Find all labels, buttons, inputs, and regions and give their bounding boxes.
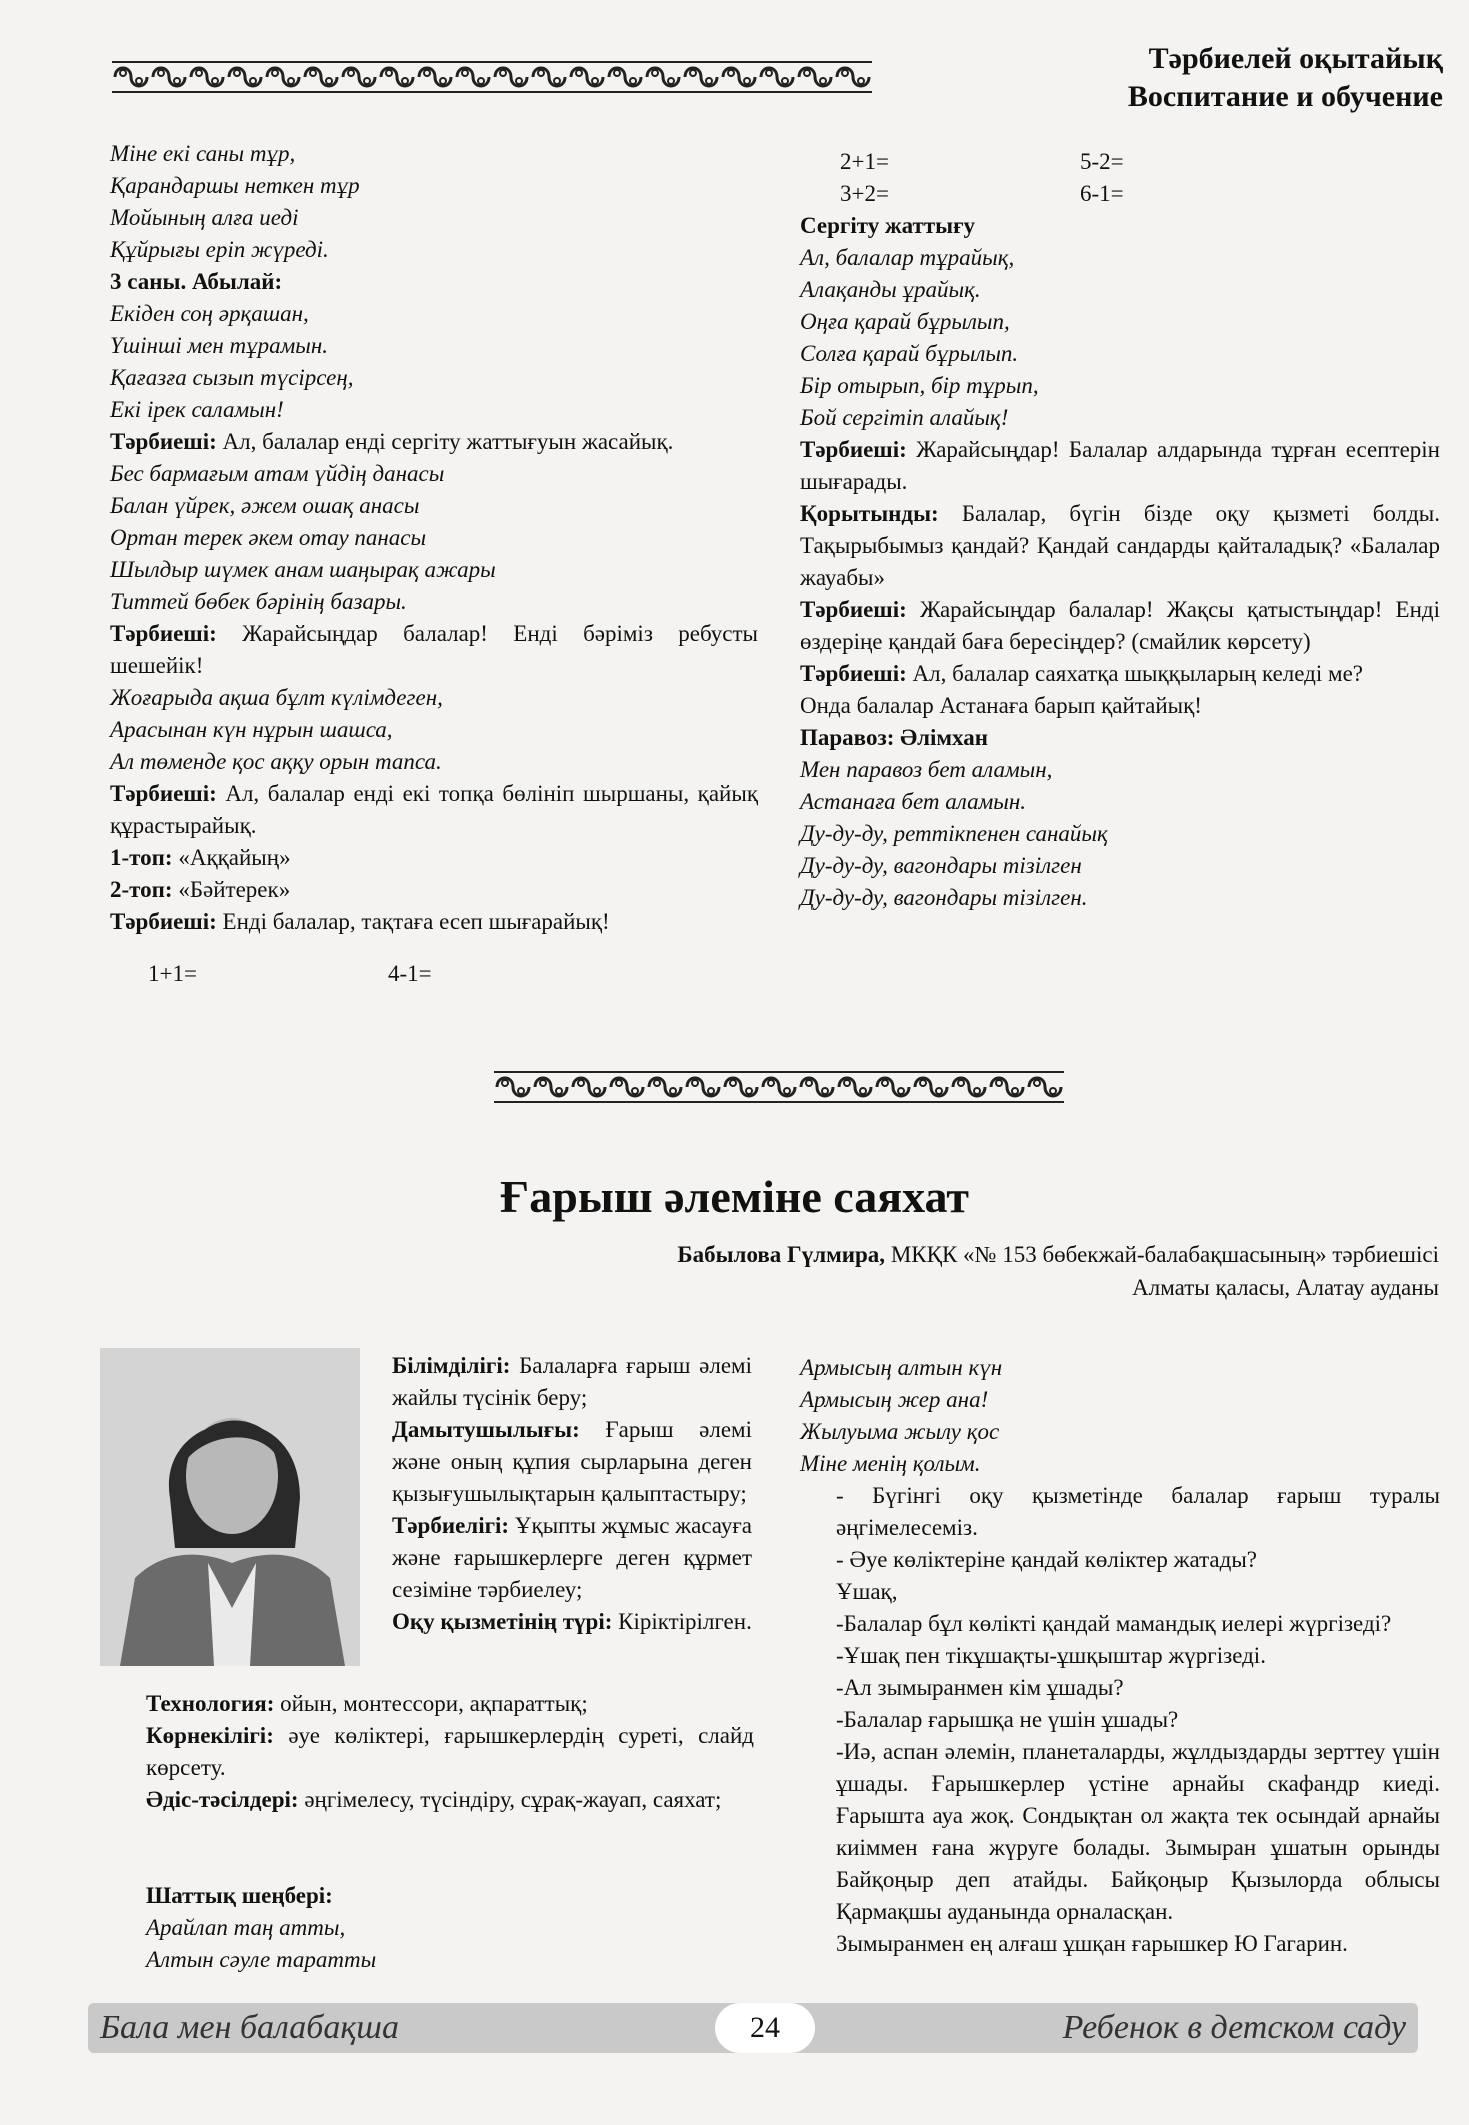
text-line [110, 522, 758, 554]
circle-line: Арайлап таң атты, [146, 1915, 346, 1940]
text-line [110, 490, 758, 522]
author-city: Алматы қаласы, Алатау ауданы [1132, 1275, 1439, 1300]
line-text: Екіден соң әрқашан, [110, 301, 309, 326]
line-text: Жарайсыңдар балалар! Жақсы қатыстыңдар! Енді өздеріңе қандай баға бересіңдер? (смайлик көрсету) [800, 597, 1440, 654]
line-text: Астанаға бет аламын. [800, 789, 1026, 814]
text-line [110, 170, 758, 202]
line-text: Паравоз: Әлімхан [800, 725, 988, 750]
page-number: 24 [715, 2003, 815, 2053]
line-text: Ду-ду-ду, реттікпенен санайық [800, 821, 1108, 846]
left-column [110, 138, 758, 938]
line-text: әуе көліктері, ғарышкерлердің суреті, слайд көрсету. [146, 1723, 754, 1780]
math-expr: 1+1= [148, 961, 197, 986]
text-line [800, 722, 1440, 754]
text-line [110, 586, 758, 618]
text-line [110, 234, 758, 266]
text-line [110, 682, 758, 714]
line-text: Шылдыр шүмек анам шаңырақ ажары [110, 557, 496, 582]
text-line [392, 1510, 752, 1606]
circle-line: Алтын сәуле таратты [146, 1947, 377, 1972]
text-line [800, 274, 1440, 306]
line-text: Қарандаршы неткен тұр [110, 173, 360, 198]
circle-block [146, 1880, 746, 1976]
text-line [800, 434, 1440, 498]
text-line [146, 1720, 754, 1784]
line-text: - Әуе көліктеріне қандай көліктер жатады? [836, 1547, 1257, 1572]
line-label: Тәрбиеші: [110, 429, 217, 454]
section-title-ru: Воспитание и обучение [1127, 80, 1443, 113]
line-text: Үшінші мен тұрамын. [110, 333, 329, 358]
text-line [800, 1736, 1440, 1928]
line-label: 1-топ: [110, 845, 173, 870]
line-label: Тәрбиеші: [110, 621, 217, 646]
line-text: Ал, балалар енді екі топқа бөлініп шыршаны, қайық құрастырайық. [110, 781, 758, 838]
line-text: Мен паравоз бет аламын, [800, 757, 1053, 782]
text-line [110, 618, 758, 682]
section-title-kz: Тәрбиелей оқытайық [1148, 42, 1443, 75]
text-line [800, 754, 1440, 786]
line-text: Ду-ду-ду, вагондары тізілген. [800, 885, 1088, 910]
line-text: Бой сергітіп алайық! [800, 405, 1009, 430]
text-line [110, 458, 758, 490]
line-text: Зымыранмен ең алғаш ұшқан ғарышкер Ю Гагарин. [836, 1931, 1348, 1956]
text-line [110, 778, 758, 842]
line-text: Ал, балалар саяхатқа шыққыларың келеді ме? [906, 661, 1363, 686]
text-line [800, 498, 1440, 594]
line-text: Жарайсыңдар балалар! Енді бәріміз ребусты шешейік! [110, 621, 758, 678]
text-line [110, 874, 758, 906]
line-text: Оңға қарай бұрылып, [800, 309, 1010, 334]
text-line [800, 1480, 1440, 1544]
line-text: «Аққайың» [172, 845, 291, 870]
line-text: Бес бармағым атам үйдің данасы [110, 461, 445, 486]
author-name: Бабылова Гүлмира, [677, 1242, 886, 1267]
line-text: Армысың жер ана! [800, 1387, 989, 1412]
circle-title: Шаттық шеңбері: [146, 1883, 333, 1908]
line-text: Жылуыма жылу қос [800, 1419, 1000, 1444]
text-line [110, 330, 758, 362]
line-text: Сергіту жаттығу [800, 213, 976, 238]
line-label: Әдіс-тәсілдері: [146, 1787, 299, 1812]
line-text: Екі ірек саламын! [110, 397, 284, 422]
text-line [110, 362, 758, 394]
text-line [110, 138, 758, 170]
goals-list [392, 1350, 752, 1638]
text-line [800, 1544, 1440, 1576]
text-line [800, 658, 1440, 690]
line-text: Балаларға ғарыш әлемі жайлы түсінік беру; [392, 1353, 752, 1410]
line-text: Онда балалар Астанаға барып қайтайық! [800, 693, 1202, 718]
text-line [110, 298, 758, 330]
line-text: Арасынан күн нұрын шашса, [110, 717, 393, 742]
lesson-details [146, 1688, 754, 1816]
line-text: -Ұшақ пен тікұшақты-ұшқыштар жүргізеді. [836, 1643, 1266, 1668]
author-photo [100, 1348, 360, 1666]
line-label: Қорытынды: [800, 501, 939, 526]
line-text: Міне екі саны тұр, [110, 141, 296, 166]
text-line [800, 850, 1440, 882]
footer-left: Бала мен балабақша [100, 2009, 399, 2046]
text-line [800, 1384, 1440, 1416]
math-expr: 6-1= [1080, 181, 1124, 206]
text-line [110, 394, 758, 426]
dialogue-column [800, 1352, 1440, 1960]
line-text: әңгімелесу, түсіндіру, сұрақ-жауап, саяхат; [298, 1787, 722, 1812]
text-line [110, 426, 758, 458]
text-line [110, 266, 758, 298]
line-text: Мойының алға иеді [110, 205, 299, 230]
divider-ornament [494, 1070, 1064, 1104]
line-label: Технология: [146, 1691, 275, 1716]
text-line [800, 1704, 1440, 1736]
line-label: Тәрбиелігі: [392, 1513, 510, 1538]
text-line [800, 786, 1440, 818]
footer-right: Ребенок в детском саду [1062, 2009, 1406, 2046]
line-label: Тәрбиеші: [800, 437, 907, 462]
text-line [146, 1688, 754, 1720]
text-line [110, 714, 758, 746]
line-text: Міне менің қолым. [800, 1451, 981, 1476]
line-text: «Бәйтерек» [172, 877, 291, 902]
text-line [800, 690, 1440, 722]
line-text: Кіріктірілген. [612, 1609, 752, 1634]
text-line [392, 1414, 752, 1510]
line-label: Тәрбиеші: [800, 661, 907, 686]
text-line [800, 1640, 1440, 1672]
line-text: -Балалар ғарышқа не үшін ұшады? [836, 1707, 1179, 1732]
line-label: Дамытушылығы: [392, 1417, 580, 1442]
article-title: Ғарыш әлеміне саяхат [500, 1171, 969, 1222]
text-line [800, 242, 1440, 274]
text-line [110, 202, 758, 234]
text-line [800, 1608, 1440, 1640]
line-label: 2-топ: [110, 877, 173, 902]
right-column [800, 210, 1440, 914]
line-text: Жоғарыда ақша бұлт күлімдеген, [110, 685, 443, 710]
math-left [148, 958, 748, 990]
line-text: Ұқыпты жұмыс жасауға және ғарышкерлерге деген құрмет сезіміне тәрбиелеу; [392, 1513, 752, 1602]
line-text: -Балалар бұл көлікті қандай мамандық иелері жүргізеді? [836, 1611, 1392, 1636]
line-text: Ортан терек әкем отау панасы [110, 525, 427, 550]
text-line [800, 210, 1440, 242]
text-line [110, 746, 758, 778]
text-line [800, 594, 1440, 658]
line-text: Балан үйрек, әжем ошақ анасы [110, 493, 420, 518]
author-info [677, 1238, 1439, 1304]
text-line [800, 1672, 1440, 1704]
line-text: Солға қарай бұрылып. [800, 341, 1019, 366]
line-text: Алақанды ұрайық. [800, 277, 981, 302]
text-line [800, 1352, 1440, 1384]
line-text: - Бүгінгі оқу қызметінде балалар ғарыш туралы әңгімелесеміз. [836, 1483, 1440, 1540]
text-line [110, 554, 758, 586]
math-expr: 2+1= [840, 149, 889, 174]
line-label: Оқу қызметінің түрі: [392, 1609, 613, 1634]
line-text: Ду-ду-ду, вагондары тізілген [800, 853, 1082, 878]
text-line [800, 1576, 1440, 1608]
text-line [110, 906, 758, 938]
line-label: Тәрбиеші: [800, 597, 907, 622]
text-line [146, 1784, 754, 1816]
text-line [800, 1928, 1440, 1960]
text-line [800, 370, 1440, 402]
line-text: Бір отырып, бір тұрып, [800, 373, 1039, 398]
text-line [800, 818, 1440, 850]
text-line [110, 842, 758, 874]
text-line [800, 1448, 1440, 1480]
line-label: Тәрбиеші: [110, 781, 217, 806]
text-line [800, 402, 1440, 434]
line-text: Жарайсыңдар! Балалар алдарында тұрған есептерін шығарады. [800, 437, 1440, 494]
line-text: Ал, балалар тұрайық, [800, 245, 1015, 270]
text-line [800, 882, 1440, 914]
line-text: Балалар, бүгін бізде оқу қызметі болды. Тақырыбымыз қандай? Қандай сандарды қайталадық? «Балалар жауабы» [800, 501, 1440, 590]
line-text: Қағазға сызып түсірсең, [110, 365, 354, 390]
line-label: Көрнекілігі: [146, 1723, 274, 1748]
line-text: 3 саны. Абылай: [110, 269, 283, 294]
header-ornament [112, 60, 872, 94]
math-expr: 4-1= [388, 961, 432, 986]
line-text: Армысың алтын күн [800, 1355, 1003, 1380]
line-text: Құйрығы еріп жүреді. [110, 237, 329, 262]
text-line [800, 338, 1440, 370]
line-text: -Иә, аспан әлемін, планеталарды, жұлдыздарды зерттеу үшін ұшады. Ғарышкерлер үстіне арнайы скафандр киеді. Ғарышта ауа жоқ. Сондықтан ол жақта тек осындай арнайы киіммен ғана жүруге болады. Зымыран ұшатын орынды Байқоңыр деп атайды. Байқоңыр Қызылорда облысы Қармақшы ауданында орналасқан. [836, 1739, 1440, 1924]
math-expr: 5-2= [1080, 149, 1124, 174]
line-text: ойын, монтессори, ақпараттық; [274, 1691, 588, 1716]
line-text: Ал, балалар енді сергіту жаттығуын жасайық. [216, 429, 674, 454]
line-text: Титтей бөбек бәрінің базары. [110, 589, 407, 614]
line-text: -Ал зымыранмен кім ұшады? [836, 1675, 1124, 1700]
text-line [800, 306, 1440, 338]
math-right [840, 146, 1400, 210]
line-label: Тәрбиеші: [110, 909, 217, 934]
line-text: Ғарыш әлемі және оның құпия сырларына деген қызығушылықтарын қалыптастыру; [392, 1417, 752, 1506]
line-text: Ал төменде қос аққу орын тапса. [110, 749, 442, 774]
author-org: МКҚК «№ 153 бөбекжай-балабақшасының» тәрбиешісі [885, 1242, 1439, 1267]
section-header [1128, 40, 1443, 116]
text-line [800, 1416, 1440, 1448]
line-label: Білімділігі: [392, 1353, 511, 1378]
line-text: Енді балалар, тақтаға есеп шығарайық! [216, 909, 610, 934]
text-line [392, 1350, 752, 1414]
math-expr: 3+2= [840, 181, 889, 206]
line-text: Ұшақ, [836, 1579, 898, 1604]
text-line [392, 1606, 752, 1638]
